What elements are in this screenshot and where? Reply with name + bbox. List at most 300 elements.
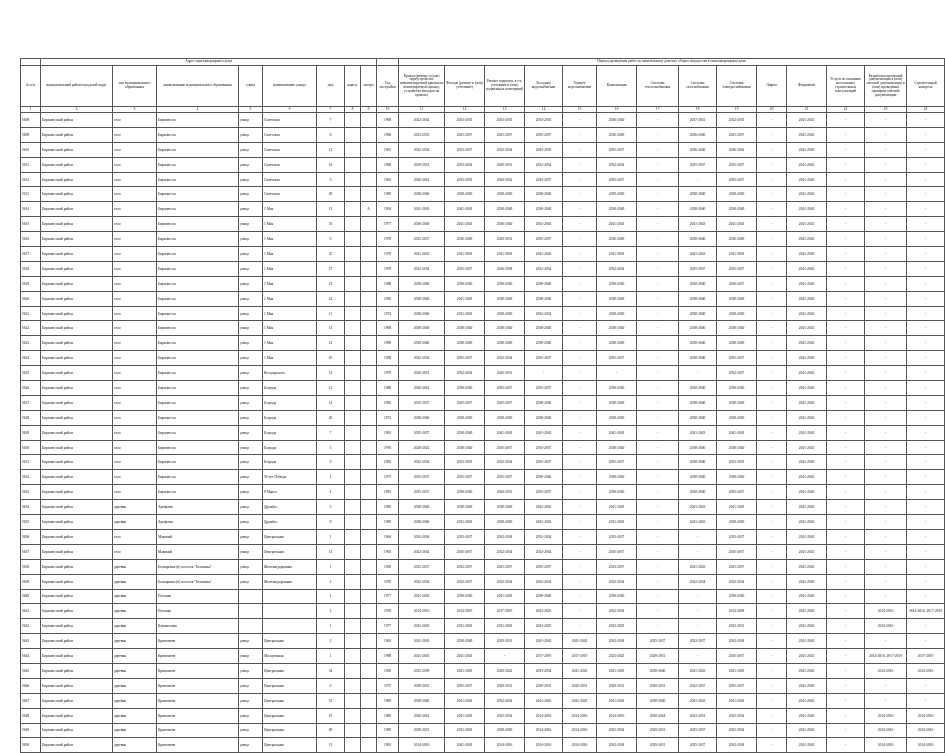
table-cell: деревня [113,559,157,574]
table-cell: 1 [317,589,345,604]
table-cell: - [637,485,679,500]
table-cell: 2041-2043 [399,619,445,634]
table-cell: 5643 [21,634,41,649]
table-cell: Бирилюсский район [41,187,113,202]
table-cell [345,515,361,530]
column-number: 7 [317,107,345,113]
table-cell: - [865,529,907,544]
table-cell: Бирилюсский район [41,455,113,470]
table-cell: 2035-2037 [679,723,717,738]
table-cell: 2036-2042 [717,142,757,157]
table-cell: Полонка [157,589,239,604]
table-cell: - [757,351,787,366]
table-cell: улица [239,559,263,574]
table-cell: - [865,291,907,306]
table-cell [345,470,361,485]
table-cell [361,604,377,619]
table-cell: - [563,500,597,515]
table-cell: 2038-2040 [525,395,563,410]
table-cell: - [865,187,907,202]
table-cell: - [757,738,787,753]
table-cell: 2014-2016 [865,738,907,753]
table-cell: 2041-2043 [787,187,827,202]
table-cell: улица [239,113,263,128]
table-cell [345,663,361,678]
table-cell: - [907,202,945,217]
table-cell: - [637,261,679,276]
table-cell: 2014-2016 [865,619,907,634]
table-cell: 1966 [377,127,399,142]
table-cell: - [907,693,945,708]
table-cell: 2035-2037 [485,381,525,396]
table-cell: 2023-2025 [597,649,637,664]
capital-repair-schedule-sheet [20,58,943,753]
table-cell: - [827,723,865,738]
table-cell: 2038-2040 [679,485,717,500]
table-cell: 2041-2043 [445,738,485,753]
table-cell [361,663,377,678]
table-cell [345,425,361,440]
table-cell: 8 [317,127,345,142]
table-cell: село [113,544,157,559]
table-cell [361,291,377,306]
table-cell: 2020-2031 [485,366,525,381]
table-cell: 2035-2037 [399,232,445,247]
table-cell: 1965 [377,544,399,559]
table-cell: 2041-2043 [563,693,597,708]
table-cell: - [865,455,907,470]
table-cell: 5610 [21,142,41,157]
table-cell: - [827,247,865,262]
table-cell: 2032-2034 [485,351,525,366]
table-cell: - [637,455,679,470]
table-cell: 2014-2016 [597,708,637,723]
table-cell: - [757,559,787,574]
table-cell: 2032-2034 [485,574,525,589]
table-cell: - [827,366,865,381]
table-cell: - [827,351,865,366]
table-cell: 2032-2034 [445,366,485,381]
table-cell: 2038-2040 [525,291,563,306]
table-cell: 5618 [21,261,41,276]
table-cell: - [907,187,945,202]
table-cell: - [865,247,907,262]
table-cell: 2041-2043 [787,247,827,262]
group-header-row [21,59,945,66]
table-cell: 2036-2040 [717,232,757,247]
table-cell: 2014-2016 [485,738,525,753]
column-number: 6 [263,107,317,113]
table-cell: 2038-2040 [679,455,717,470]
table-cell: 2032-2034 [485,693,525,708]
table-cell [361,529,377,544]
table-row [21,187,945,202]
table-cell: 2014-2016 [865,723,907,738]
table-cell: 2014-2016 [525,723,563,738]
table-cell: 2041-2043 [525,217,563,232]
table-cell: - [865,157,907,172]
table-row [21,544,945,559]
table-cell: Бирилюсский район [41,321,113,336]
table-cell: - [563,381,597,396]
table-cell: 5650 [21,738,41,753]
table-cell [361,142,377,157]
table-cell: 1 [317,559,345,574]
table-cell: 2033-2035 [445,172,485,187]
table-cell: 2038-2040 [445,485,485,500]
table-cell: 2038-2040 [597,410,637,425]
table-cell: 2036-2040 [679,127,717,142]
table-cell: улица [239,172,263,187]
table-cell: 2032-2034 [717,708,757,723]
table-cell: 2038-2040 [717,291,757,306]
table-cell: - [563,366,597,381]
table-cell [345,455,361,470]
table-cell: Бирилюсский район [41,127,113,142]
table-cell: улица [239,723,263,738]
table-cell: улица [239,455,263,470]
table-cell: - [679,529,717,544]
table-cell: 11 [317,306,345,321]
table-cell: 2041-2043 [717,693,757,708]
table-cell: 5614 [21,202,41,217]
table-cell: - [563,604,597,619]
table-cell: 2038-2040 [485,410,525,425]
table-cell: Бограда [263,410,317,425]
table-cell: 2035-2037 [525,455,563,470]
table-cell: - [865,306,907,321]
table-cell [263,589,317,604]
table-cell: Бирилюссы [157,172,239,187]
table-cell: 5648 [21,708,41,723]
table-cell: - [637,529,679,544]
table-cell: 5608 [21,113,41,128]
table-cell: улица [239,395,263,410]
table-cell: 2035-2037 [485,127,525,142]
table-cell: Бирилюсский район [41,336,113,351]
table-cell [345,619,361,634]
table-cell: 2035-2037 [525,559,563,574]
table-cell: 2035-2037 [717,559,757,574]
table-cell: деревня [113,649,157,664]
table-cell: Бирилюсский район [41,113,113,128]
table-cell: - [525,366,563,381]
table-cell: - [757,663,787,678]
table-cell: 2041-2043 [679,425,717,440]
table-cell: 2041-2043 [597,515,637,530]
table-cell: 2041-2043 [445,649,485,664]
column-number: 1 [21,107,41,113]
table-cell: - [907,142,945,157]
table-cell: Бельяровка (в) поселок "Белоника" [157,559,239,574]
table-cell: - [827,738,865,753]
table-cell: Бирилюссы [157,157,239,172]
table-cell: 5629 [21,425,41,440]
table-cell: 2041-2043 [787,276,827,291]
table-cell [345,142,361,157]
table-row [21,649,945,664]
table-cell: 2035-2037 [597,351,637,366]
table-cell [361,425,377,440]
table-cell: 10 [317,351,345,366]
table-cell: Центральная [263,693,317,708]
table-cell: 2041-2043 [787,321,827,336]
table-cell: - [637,604,679,619]
table-cell: 2038-2040 [717,470,757,485]
table-cell: 2041-2043 [679,247,717,262]
table-cell: деревня [113,589,157,604]
table-cell: 2041-2043 [679,693,717,708]
table-cell: 2038-2040 [445,187,485,202]
table-cell: - [757,634,787,649]
column-header: корпус [345,66,361,107]
table-cell: - [827,276,865,291]
table-cell: 2041-2043 [563,663,597,678]
table-cell: 2038-2040 [717,187,757,202]
column-header: наименование муниципального образования [157,66,239,107]
table-cell: Бограда [263,395,317,410]
table-cell: - [637,366,679,381]
column-number: 9 [361,107,377,113]
table-cell: - [757,410,787,425]
table-cell: 8 [317,515,345,530]
table-cell: 2038-2040 [399,515,445,530]
table-cell: 2033-2034 [525,663,563,678]
table-cell: - [563,574,597,589]
table-cell: 2038-2040 [679,470,717,485]
table-cell: село [113,261,157,276]
table-cell: улица [239,187,263,202]
table-cell: 2041-2043 [717,425,757,440]
table-cell: 1 Мая [263,232,317,247]
table-cell: 1978 [377,232,399,247]
table-cell: 2017-2019 [563,649,597,664]
table-cell [345,395,361,410]
table-cell [361,723,377,738]
table-cell [361,321,377,336]
table-cell: Бирилюсский район [41,291,113,306]
table-cell: 2041-2043 [399,202,445,217]
table-cell [361,395,377,410]
table-cell [361,261,377,276]
table-cell: 1 Мая [263,276,317,291]
column-number: 2 [41,107,113,113]
table-cell [361,515,377,530]
table-cell [345,217,361,232]
table-cell: - [907,276,945,291]
table-cell: село [113,529,157,544]
table-cell: 5622 [21,321,41,336]
table-cell: 2038-2040 [399,291,445,306]
table-cell: - [757,574,787,589]
table-cell: 29 [317,187,345,202]
table-cell: 2033-2037 [597,559,637,574]
table-cell: 1 [317,649,345,664]
table-cell: 2032-2035 [717,113,757,128]
table-cell: 2032-2034 [525,574,563,589]
table-cell [361,693,377,708]
table-cell: 2041-2043 [679,217,717,232]
table-cell: Бирилюссы [157,381,239,396]
table-cell: 2041-2043 [679,500,717,515]
table-cell: - [907,157,945,172]
table-cell: Бирилюсский район [41,663,113,678]
table-cell: 2038-2040 [485,202,525,217]
table-cell: 2032-2034 [485,455,525,470]
table-cell: 5638 [21,559,41,574]
table-cell: 5644 [21,649,41,664]
table-cell: - [757,500,787,515]
table-cell: - [827,202,865,217]
table-cell: - [563,172,597,187]
table-cell: 2041-2043 [717,247,757,262]
table-cell: - [827,604,865,619]
column-header: муниципальный район/городской округ [41,66,113,107]
table-cell: 2041-2043 [787,470,827,485]
table-cell: - [637,142,679,157]
table-cell: 2032-2034 [399,529,445,544]
table-cell: 2041-2043 [445,515,485,530]
table-cell: 2035-2037 [717,678,757,693]
table-cell: 7 [317,425,345,440]
column-number: 13 [485,107,525,113]
table-cell: 1978 [377,261,399,276]
table-cell: 2035-2037 [525,127,563,142]
table-cell: 53 [317,693,345,708]
table-cell: Бирилюсский район [41,515,113,530]
table-cell: 2035-2037 [717,172,757,187]
table-cell: 2029-2031 [637,738,679,753]
table-cell: - [827,500,865,515]
table-cell: 5633 [21,485,41,500]
table-cell: 1 Мая [263,291,317,306]
table-cell: 2038-2040 [637,693,679,708]
column-header: Системы газоснабжения [679,66,717,107]
table-cell: Кривошеев [157,649,239,664]
table-cell: - [827,336,865,351]
table-cell: 3 [317,172,345,187]
table-cell [345,381,361,396]
table-cell: 2014-2016 [399,738,445,753]
table-cell: - [679,589,717,604]
table-cell: 2041-2043 [563,634,597,649]
table-cell: деревня [113,663,157,678]
table-cell: - [865,544,907,559]
table-row [21,723,945,738]
table-cell: 1 Мая [263,202,317,217]
table-cell: 2041-2043 [525,247,563,262]
table-cell: - [679,544,717,559]
table-cell: - [907,529,945,544]
table-cell: 2038-2040 [597,321,637,336]
table-cell [361,619,377,634]
table-cell: - [757,113,787,128]
table-cell: село [113,157,157,172]
table-cell: - [827,470,865,485]
table-cell: - [827,410,865,425]
table-cell: 1985 [377,500,399,515]
table-cell: - [637,336,679,351]
table-cell: 2035-2037 [445,261,485,276]
table-cell: 2035-2037 [399,395,445,410]
table-cell: - [757,247,787,262]
table-cell: улица [239,366,263,381]
header-spacer [377,59,399,66]
table-cell: Бограда [263,425,317,440]
table-cell: 2041-2043 [787,634,827,649]
group-header-repair-period: Период проведения работ по капитальному ремонту общего имущества в многоквартирном доме [399,59,945,66]
table-cell: 2035-2037 [679,738,717,753]
table-row [21,202,945,217]
table-cell: Бирилюссы [157,366,239,381]
table-cell: 5630 [21,440,41,455]
table-cell: - [827,529,865,544]
column-number: 22 [827,107,865,113]
table-cell: - [563,485,597,500]
table-cell: 2033-2035 [485,113,525,128]
table-cell: 5639 [21,574,41,589]
table-cell: 2036-2040 [597,127,637,142]
table-cell: - [757,217,787,232]
table-cell: 1985 [377,693,399,708]
table-cell: 2035-2037 [445,529,485,544]
table-cell: - [563,440,597,455]
table-cell: - [907,559,945,574]
table-cell: 1 Мая [263,321,317,336]
table-cell: 2041-2043 [787,529,827,544]
table-cell: - [907,113,945,128]
table-cell: - [827,172,865,187]
table-cell: - [907,247,945,262]
table-cell: 2032-2034 [525,529,563,544]
table-cell: 2041-2043 [787,127,827,142]
column-number: 23 [865,107,907,113]
table-cell: 1972 [377,410,399,425]
table-cell: 5645 [21,663,41,678]
column-header: Фасады (ремонт и (или) утепление) [445,66,485,107]
table-cell: Бирилюссы [157,127,239,142]
table-cell: село [113,455,157,470]
table-row [21,634,945,649]
table-cell: - [827,142,865,157]
table-cell: - [637,410,679,425]
table-cell: - [827,425,865,440]
table-cell: 2038-2040 [399,306,445,321]
table-cell: Бирилюссы [157,202,239,217]
table-cell: 5627 [21,395,41,410]
table-cell: - [563,291,597,306]
table-row [21,559,945,574]
table-cell: - [757,261,787,276]
table-cell: 2041-2043 [485,619,525,634]
table-cell: 1 [317,529,345,544]
table-cell [345,232,361,247]
table-cell: село [113,336,157,351]
table-cell: Бирилюсский район [41,604,113,619]
table-cell: 2041-2043 [597,693,637,708]
table-cell: деревня [113,619,157,634]
table-cell: улица [239,157,263,172]
table-cell [361,247,377,262]
table-cell: 1977 [377,589,399,604]
table-cell: 2033-2035 [445,113,485,128]
column-header: дом [317,66,345,107]
table-cell: - [865,202,907,217]
table-cell: деревня [113,604,157,619]
table-cell: 2035-2037 [597,544,637,559]
table-cell: Центральная [263,678,317,693]
table-cell: 1982 [377,395,399,410]
